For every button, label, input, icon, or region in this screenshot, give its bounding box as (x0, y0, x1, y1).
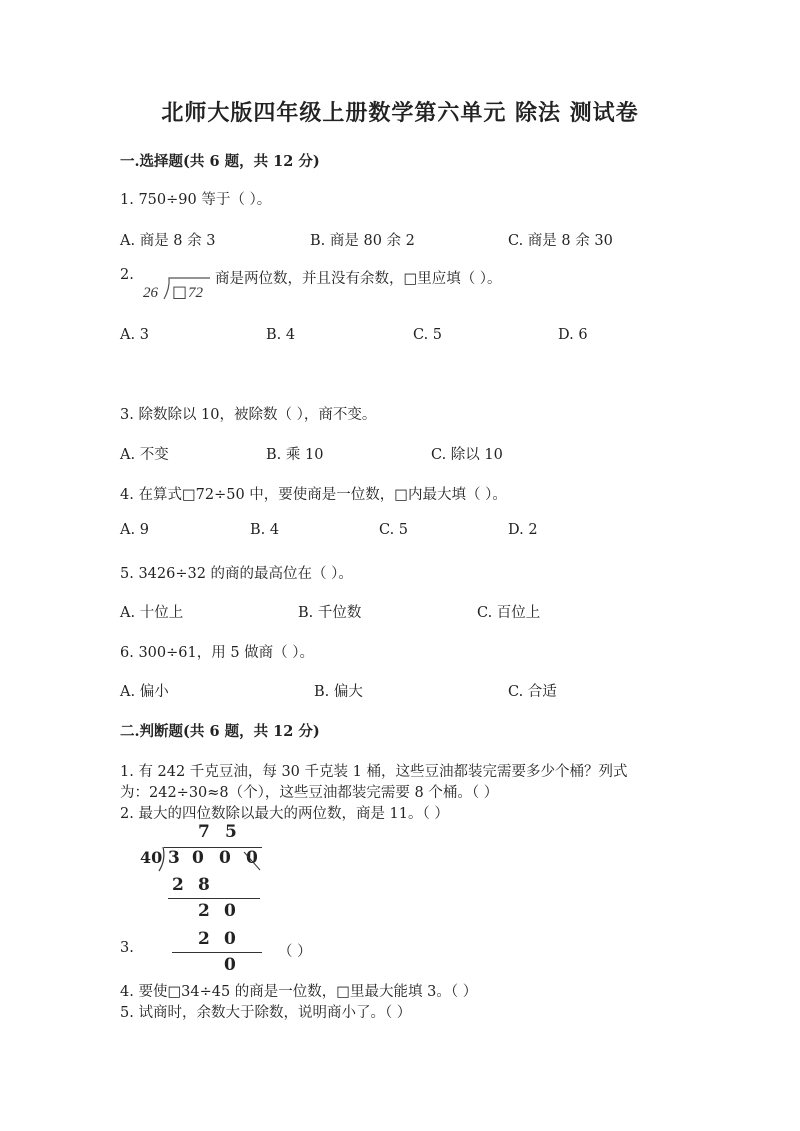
remainder: 0 (224, 955, 236, 975)
step-digit: 8 (198, 875, 210, 895)
judgement-1-line-2: 为：242÷30≈8（个），这些豆油都装完需要 8 个桶。（ ） (120, 785, 499, 801)
q2-box: □ (172, 282, 188, 301)
question-4-stem: 4. 在算式□72÷50 中，要使商是一位数，□内最大填（ ）。 (120, 487, 507, 503)
question-6-stem: 6. 300÷61，用 5 做商（ ）。 (120, 645, 315, 661)
q5-option-a: A. 十位上 (120, 605, 184, 621)
q1-option-b: B. 商是 80 余 2 (310, 233, 415, 249)
dividend-digit: 0 (246, 848, 258, 868)
section-heading-choice: 一.选择题(共 6 题，共 12 分) (120, 153, 320, 170)
question-3-stem: 3. 除数除以 10，被除数（ ），商不变。 (120, 407, 377, 423)
q2-option-b: B. 4 (266, 327, 296, 343)
division-bracket-figure (140, 272, 212, 302)
q5-option-b: B. 千位数 (298, 605, 362, 621)
q6-option-c: C. 合适 (508, 684, 557, 700)
q2-option-a: A. 3 (120, 327, 149, 343)
q2-option-c: C. 5 (413, 327, 443, 343)
dividend-digit: 0 (192, 848, 204, 868)
division-bracket (158, 846, 168, 872)
question-5-stem: 5. 3426÷32 的商的最高位在（ ）。 (120, 566, 353, 582)
step-digit: 2 (198, 929, 210, 949)
divisor: 40 (140, 848, 163, 867)
q6-option-b: B. 偏大 (314, 684, 363, 700)
dividend-digit: 0 (219, 848, 231, 868)
judgement-5: 5. 试商时，余数大于除数，说明商小了。（ ） (120, 1005, 412, 1021)
q6-option-a: A. 偏小 (120, 684, 169, 700)
q3-option-b: B. 乘 10 (266, 447, 324, 463)
dividend-digit: 3 (168, 848, 180, 868)
q2-divisor: 26 (143, 285, 158, 301)
question-2-stem: 商是两位数，并且没有余数，□里应填（ ）。 (215, 271, 502, 287)
q4-option-a: A. 9 (120, 522, 149, 538)
judgement-1-line-1: 1. 有 242 千克豆油，每 30 千克装 1 桶，这些豆油都装完需要多少个桶？列式 (120, 764, 628, 780)
q4-option-c: C. 5 (379, 522, 409, 538)
judgement-2: 2. 最大的四位数除以最大的两位数，商是 11。（ ） (120, 806, 449, 822)
q1-option-a: A. 商是 8 余 3 (120, 233, 216, 249)
judgement-3-paren: （ ） (278, 944, 312, 960)
q4-option-b: B. 4 (250, 522, 280, 538)
step-digit: 2 (172, 875, 184, 895)
question-1-stem: 1. 750÷90 等于（ ）。 (120, 192, 272, 208)
strike-mark (242, 850, 264, 872)
q5-option-c: C. 百位上 (477, 605, 541, 621)
q3-option-a: A. 不变 (120, 447, 169, 463)
q3-option-c: C. 除以 10 (431, 447, 503, 463)
quotient-digit: 7 (198, 822, 210, 842)
step-digit: 0 (224, 929, 236, 949)
q1-option-c: C. 商是 8 余 30 (508, 233, 613, 249)
judgement-3-number: 3. (120, 940, 134, 956)
q2-option-d: D. 6 (558, 327, 588, 343)
judgement-4: 4. 要使□34÷45 的商是一位数，□里最大能填 3。（ ） (120, 984, 478, 1000)
q4-option-d: D. 2 (508, 522, 538, 538)
long-division-figure (140, 820, 300, 980)
step-digit: 0 (224, 901, 236, 921)
quotient-digit: 5 (225, 822, 237, 842)
page-title: 北师大版四年级上册数学第六单元 除法 测试卷 (161, 100, 639, 126)
q2-digits: 72 (188, 285, 203, 301)
step-digit: 2 (198, 901, 210, 921)
question-2-number: 2. (120, 267, 134, 283)
section-heading-judgement: 二.判断题(共 6 题，共 12 分) (120, 723, 320, 740)
